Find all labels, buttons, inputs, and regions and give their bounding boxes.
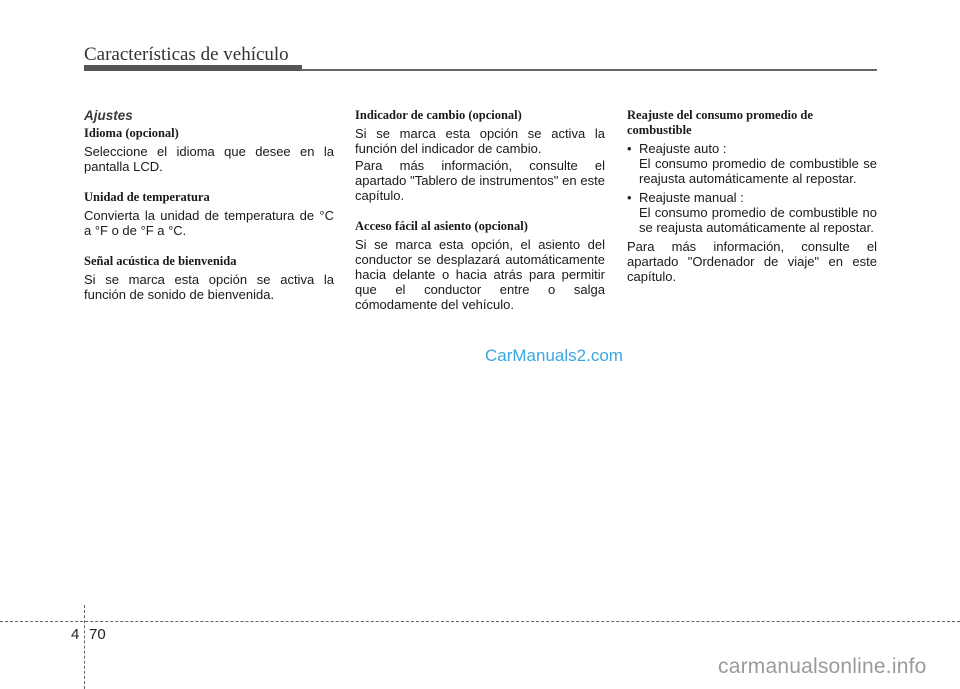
subhead-reajuste-consumo: Reajuste del consumo promedio de combustible — [627, 108, 813, 137]
bullet-reajuste-manual — [627, 190, 877, 235]
right-column — [627, 108, 877, 284]
header-accent-bar — [84, 65, 302, 71]
subhead-acceso-facil: Acceso fácil al asiento (opcional) — [355, 219, 528, 233]
para-acceso-facil: Si se marca esta opción, el asiento del conductor se desplazará automáticamente hacia delante o hacia atrás para permitir que el conductor entre o salga cómodamente del vehículo. — [355, 237, 605, 312]
subhead-indicador-cambio: Indicador de cambio (opcional) — [355, 108, 522, 122]
subhead-senal-acustica: Señal acústica de bienvenida — [84, 254, 237, 268]
para-indicador-cambio-more: Para más información, consulte el apartado "Tablero de instrumentos" en este capítulo. — [355, 158, 605, 203]
bullet-dot-icon: • — [627, 190, 632, 205]
footer-divider — [84, 605, 85, 689]
para-indicador-cambio: Si se marca esta opción se activa la función del indicador de cambio. — [355, 126, 605, 156]
section-heading-ajustes: Ajustes — [84, 108, 133, 123]
watermark-link[interactable]: CarManuals2.com — [485, 346, 623, 365]
left-column — [84, 108, 334, 302]
header-rule — [300, 69, 877, 71]
bullet-label: Reajuste manual : — [639, 190, 744, 205]
page-header-title: Características de vehículo — [84, 44, 289, 65]
page-chapter-number: 4 — [71, 626, 80, 643]
subhead-unidad-temperatura: Unidad de temperatura — [84, 190, 210, 204]
para-senal-acustica: Si se marca esta opción se activa la función de sonido de bienvenida. — [84, 272, 334, 302]
bullet-detail: El consumo promedio de combustible no se reajusta automáticamente al repostar. — [639, 205, 877, 235]
bullet-detail: El consumo promedio de combustible se reajusta automáticamente al repostar. — [639, 156, 877, 186]
para-idioma: Seleccione el idioma que desee en la pantalla LCD. — [84, 144, 334, 174]
page-number: 70 — [89, 626, 106, 643]
subhead-idioma: Idioma (opcional) — [84, 126, 179, 140]
bullet-label: Reajuste auto : — [639, 141, 727, 156]
bullet-reajuste-auto — [627, 141, 877, 186]
para-unidad-temperatura: Convierta la unidad de temperatura de °C a °F o de °F a °C. — [84, 208, 334, 238]
footer-rule — [0, 621, 960, 622]
middle-column — [355, 108, 605, 312]
para-ordenador-viaje: Para más información, consulte el apartado "Ordenador de viaje" en este capítulo. — [627, 239, 877, 284]
bullet-dot-icon: • — [627, 141, 632, 156]
source-watermark: carmanualsonline.info — [718, 655, 927, 678]
